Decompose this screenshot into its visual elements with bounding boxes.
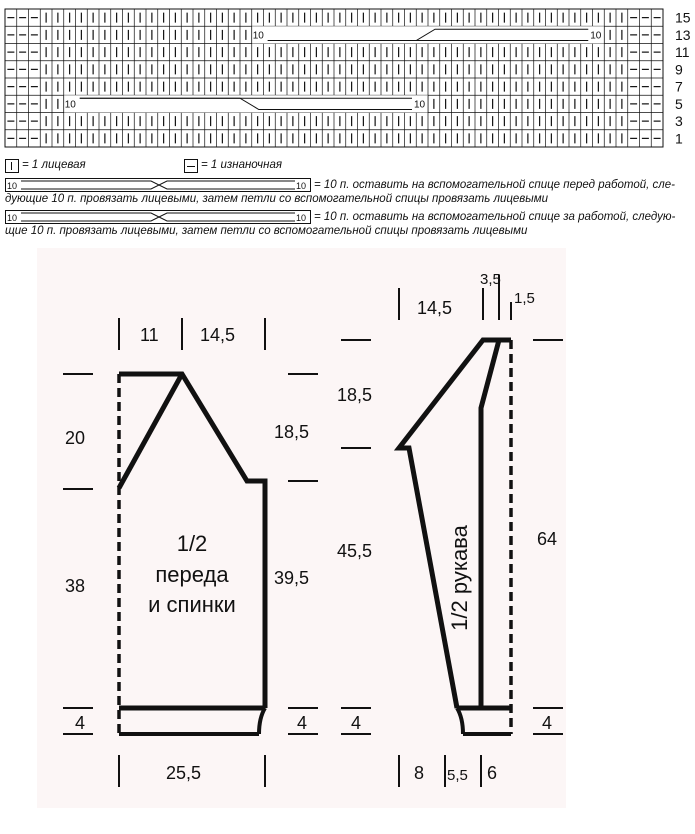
legend-purl: = 1 изнаночная xyxy=(201,159,282,171)
sleeve-dim-right: 64 xyxy=(537,529,558,549)
row-number: 9 xyxy=(675,61,683,78)
sleeve-label: 1/2 рукава xyxy=(447,525,472,631)
sleeve-dim-left-lower: 45,5 xyxy=(337,541,373,561)
body-dim-bottom: 25,5 xyxy=(166,763,202,783)
sleeve-rib-curve xyxy=(457,708,463,734)
legend-cable-back-line1: = 10 п. оставить на вспомогательной спице за работой, следую- xyxy=(314,211,676,223)
body-label-line3: и спинки xyxy=(148,592,236,617)
cable-back-symbol-icon xyxy=(5,210,311,224)
sleeve-dim-left-upper: 18,5 xyxy=(337,385,373,405)
sleeve-dim-bottom-left: 8 xyxy=(414,763,425,783)
legend-cable-front-line2: дующие 10 п. провязать лицевыми, затем петли со вспомогательной спицы провязать лицевыми xyxy=(5,193,549,205)
row-number: 13 xyxy=(675,26,691,43)
body-dim-right-lower: 39,5 xyxy=(274,568,310,588)
sleeve-dim-rib-right: 4 xyxy=(542,713,553,733)
body-dim-right-upper: 18,5 xyxy=(274,422,310,442)
cable-marker-start: 10 xyxy=(64,99,76,111)
svg-text:10: 10 xyxy=(296,181,307,191)
sleeve-outline xyxy=(399,340,511,708)
cable-marker-end: 10 xyxy=(414,99,426,111)
pattern-schema xyxy=(37,248,566,808)
body-label-line1: 1/2 xyxy=(176,531,208,556)
svg-text:10: 10 xyxy=(296,213,307,223)
purl-symbol-icon xyxy=(184,159,198,173)
row-number: 3 xyxy=(675,113,683,130)
sleeve-dim-top-tiny: 1,5 xyxy=(514,290,535,307)
sleeve-dim-top: 14,5 xyxy=(417,298,453,318)
body-dim-left-upper: 20 xyxy=(65,428,86,448)
knit-symbol-icon xyxy=(5,159,19,173)
svg-text:10: 10 xyxy=(7,213,18,223)
body-raglan-left xyxy=(119,374,182,488)
row-number: 1 xyxy=(675,130,683,147)
cable-marker-end: 10 xyxy=(590,30,602,42)
row-number: 7 xyxy=(675,78,683,95)
cable-front-symbol-icon xyxy=(5,178,311,192)
body-label-line2: переда xyxy=(155,562,229,587)
row-number: 5 xyxy=(675,95,683,112)
chart-row-numbers xyxy=(675,10,691,147)
legend-knit: = 1 лицевая xyxy=(22,159,86,171)
sleeve-dim-top-small: 3,5 xyxy=(480,271,501,288)
row-number: 15 xyxy=(675,9,691,26)
sleeve-dim-bottom-right: 6 xyxy=(487,763,498,783)
cable-marker-start: 10 xyxy=(252,30,264,42)
svg-text:10: 10 xyxy=(7,181,18,191)
body-dim-rib-left: 4 xyxy=(75,713,86,733)
sleeve-inner xyxy=(481,340,499,708)
sleeve-dim-bottom-mid: 5,5 xyxy=(447,767,468,784)
legend-cable-back-line2: щие 10 п. провязать лицевыми, затем петли со вспомогательной спицы провязать лицевыми xyxy=(5,225,528,237)
legend-cable-front-line1: = 10 п. оставить на вспомогательной спице перед работой, сле- xyxy=(314,179,675,191)
body-dim-top-left: 11 xyxy=(140,325,159,345)
row-number: 11 xyxy=(675,44,690,61)
body-rib-curve xyxy=(259,708,265,734)
body-dim-top-right: 14,5 xyxy=(200,325,236,345)
schema-drawing xyxy=(37,248,566,808)
sleeve-dim-rib-left: 4 xyxy=(351,713,362,733)
body-dim-left-lower: 38 xyxy=(65,576,86,596)
body-dim-rib-right: 4 xyxy=(297,713,308,733)
